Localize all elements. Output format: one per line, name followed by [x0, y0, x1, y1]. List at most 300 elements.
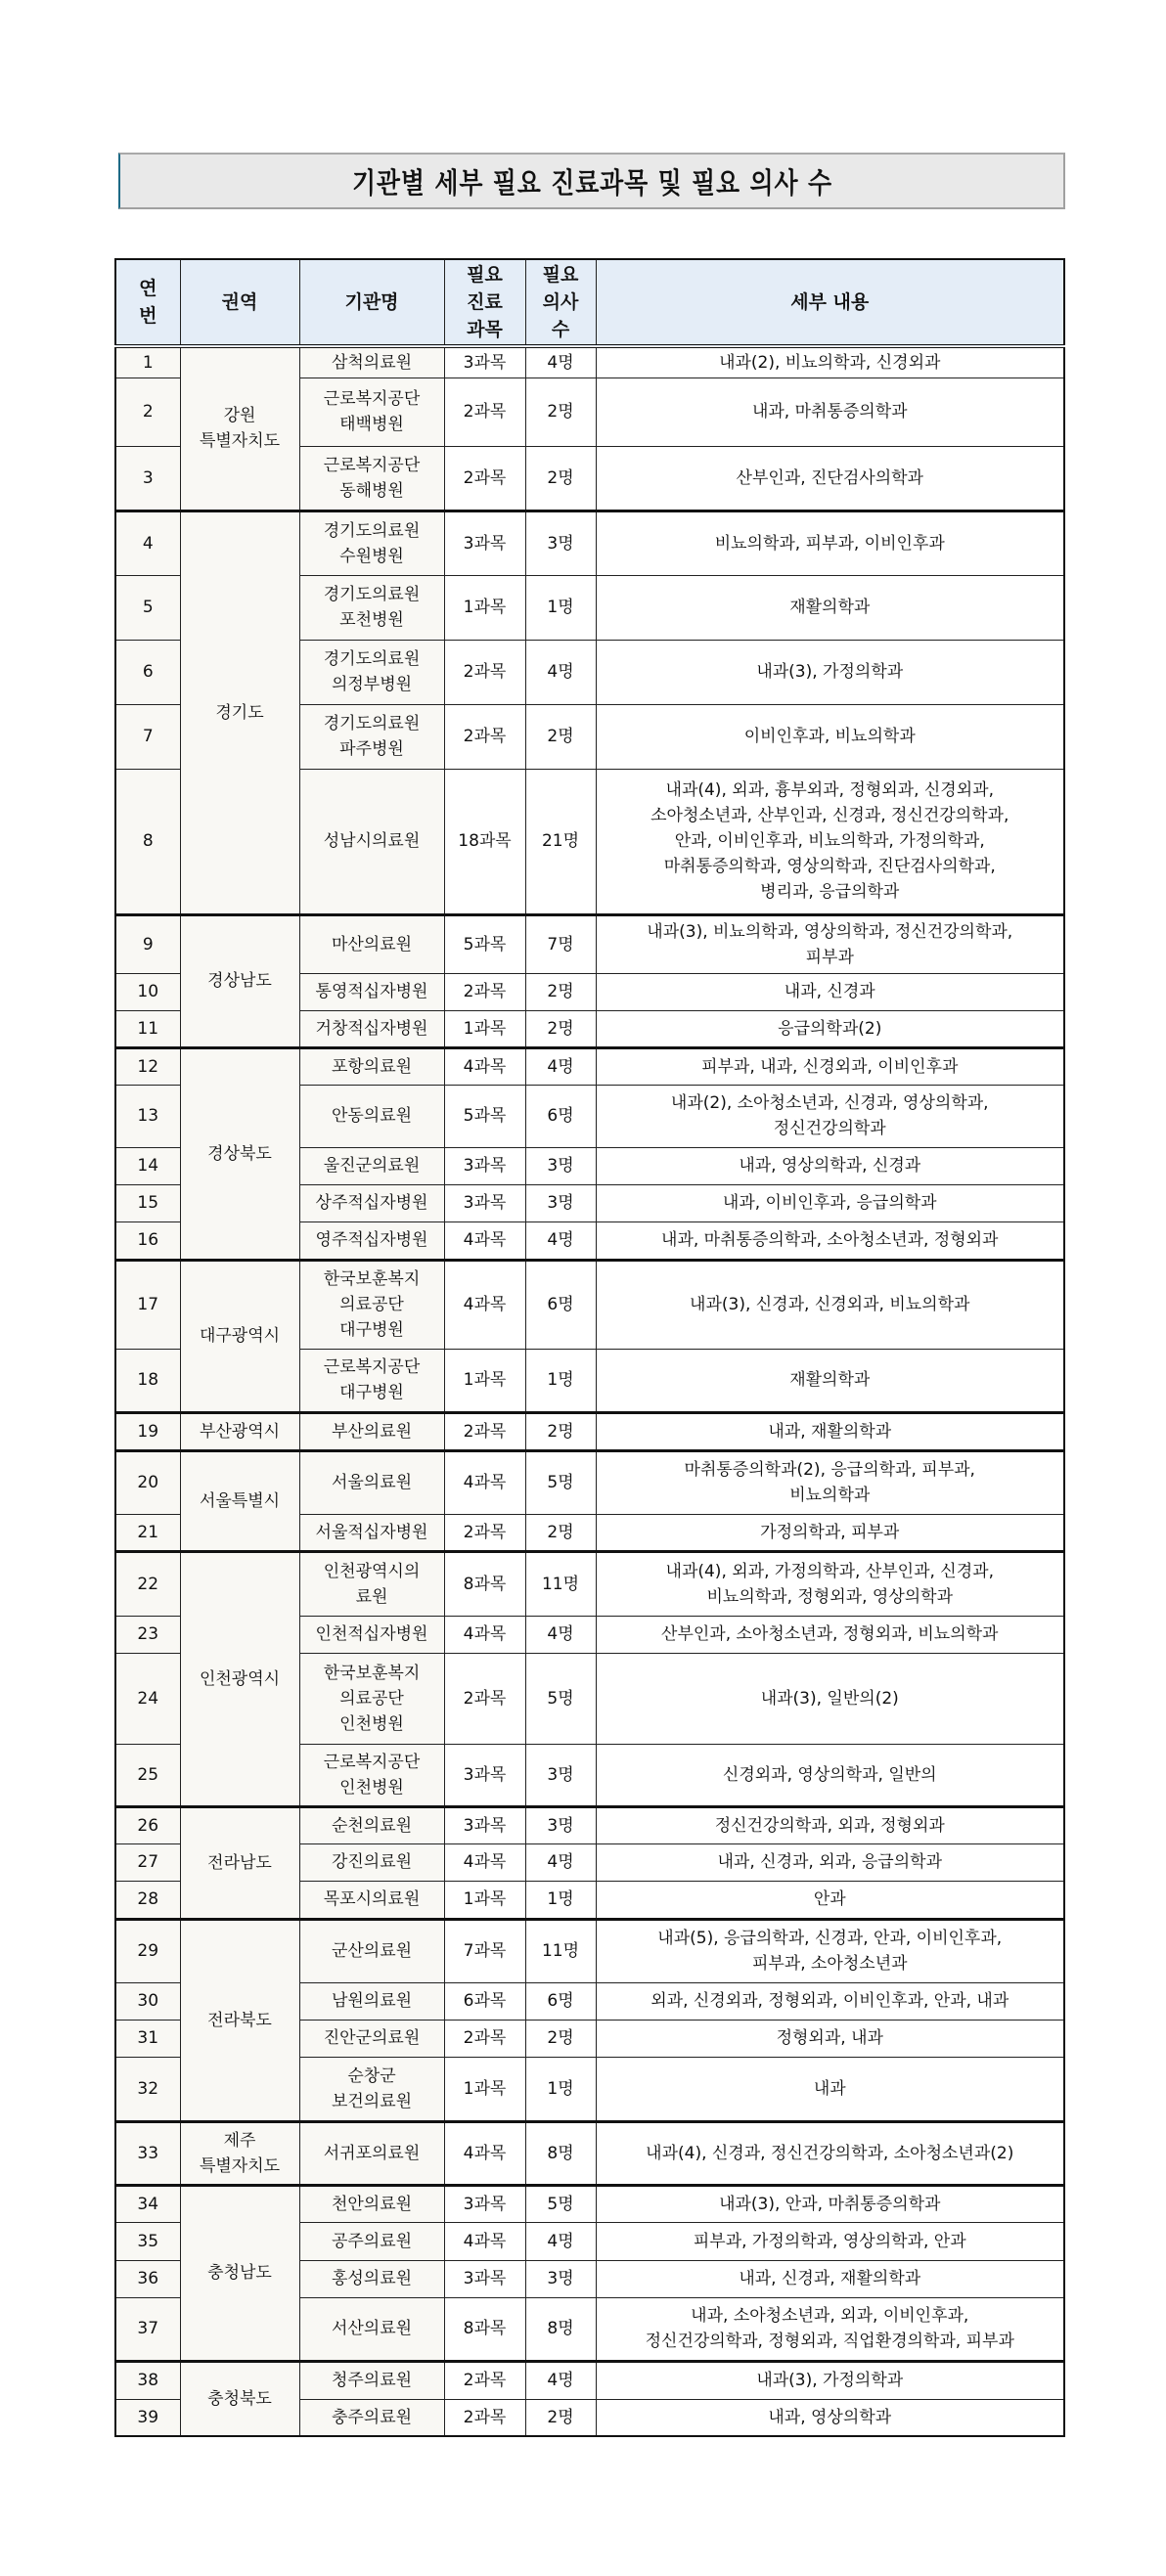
institution-cell	[299, 2057, 444, 2121]
required-subjects: 4과목	[444, 1450, 525, 1514]
institution-cell	[299, 1010, 444, 1047]
row-number: 39	[115, 2399, 180, 2436]
institution-cell	[299, 2020, 444, 2057]
required-doctors: 3명	[525, 1744, 596, 1806]
required-subjects: 7과목	[444, 1919, 525, 1982]
required-doctors: 8명	[525, 2121, 596, 2185]
detail-cell	[596, 1806, 1064, 1843]
institution-cell	[299, 1744, 444, 1806]
row-number: 21	[115, 1514, 180, 1551]
institution-cell	[299, 973, 444, 1010]
required-subjects: 3과목	[444, 2185, 525, 2222]
table-row	[115, 1047, 1064, 1085]
institution-cell	[299, 1349, 444, 1412]
required-doctors: 4명	[525, 2361, 596, 2399]
row-number: 29	[115, 1919, 180, 1982]
region-cell	[180, 1551, 299, 1806]
institution-name: 마산의료원	[331, 934, 413, 955]
region-label: 인천광역시	[199, 1668, 281, 1689]
required-subjects: 2과목	[444, 378, 525, 446]
detail-line: 가정의학과, 피부과	[760, 1522, 900, 1542]
institution-cell	[299, 346, 444, 378]
institution-name: 인천광역시의	[323, 1561, 421, 1581]
detail-line: 정신건강의학과, 정형외과, 직업환경의학과, 피부과	[645, 2332, 1014, 2351]
detail-cell	[596, 2260, 1064, 2297]
detail-cell	[596, 1843, 1064, 1881]
row-number: 32	[115, 2057, 180, 2121]
institution-cell	[299, 1085, 444, 1147]
detail-line: 내과(3), 신경과, 신경외과, 비뇨의학과	[690, 1295, 970, 1314]
region-label: 경상남도	[207, 971, 272, 991]
region-cell	[180, 1047, 299, 1260]
institution-cell	[299, 914, 444, 973]
institution-name: 인천병원	[339, 1777, 404, 1798]
institution-name: 인천병원	[339, 1713, 404, 1734]
region-label: 부산광역시	[199, 1421, 281, 1442]
required-doctors: 3명	[525, 1184, 596, 1221]
row-number: 6	[115, 640, 180, 704]
detail-line: 내과, 영상의학과	[768, 2407, 892, 2427]
detail-line: 산부인과, 진단검사의학과	[736, 467, 923, 488]
row-number: 7	[115, 704, 180, 769]
institution-name: 청주의료원	[331, 2371, 413, 2390]
institution-cell	[299, 769, 444, 914]
detail-line: 정신건강의학과, 외과, 정형외과	[714, 1815, 945, 1836]
institution-name: 경기도의료원	[323, 714, 421, 733]
institution-cell	[299, 378, 444, 446]
header-detail: 세부 내용	[596, 259, 1064, 346]
detail-line: 정형외과, 내과	[776, 2028, 883, 2048]
institution-name: 성남시의료원	[323, 831, 421, 851]
table-row	[115, 1450, 1064, 1514]
institution-name: 충주의료원	[331, 2407, 413, 2427]
institution-name: 목포시의료원	[323, 1889, 421, 1909]
required-subjects: 2과목	[444, 2020, 525, 2057]
row-number: 11	[115, 1010, 180, 1047]
institution-name: 보건의료원	[331, 2091, 413, 2111]
detail-cell	[596, 1616, 1064, 1653]
row-number: 34	[115, 2185, 180, 2222]
detail-line: 내과(5), 응급의학과, 신경과, 안과, 이비인후과,	[657, 1929, 1003, 1948]
table-row	[115, 1412, 1064, 1450]
institution-cell	[299, 575, 444, 640]
institution-name: 홍성의료원	[331, 2269, 413, 2288]
detail-line: 안과	[813, 1889, 846, 1909]
institution-name: 의료공단	[339, 1295, 404, 1314]
detail-cell	[596, 2185, 1064, 2222]
detail-cell	[596, 446, 1064, 511]
institution-cell	[299, 1184, 444, 1221]
detail-cell	[596, 575, 1064, 640]
detail-cell	[596, 1881, 1064, 1919]
institution-cell	[299, 1919, 444, 1982]
institution-name: 안동의료원	[331, 1106, 413, 1126]
required-doctors: 3명	[525, 2260, 596, 2297]
institution-name: 수원병원	[339, 546, 404, 566]
required-doctors: 2명	[525, 1412, 596, 1450]
institution-name: 삼척의료원	[331, 352, 413, 373]
institution-name: 경기도의료원	[323, 520, 421, 541]
row-number: 15	[115, 1184, 180, 1221]
region-label: 특별자치도	[199, 431, 281, 452]
detail-line: 병리과, 응급의학과	[760, 882, 900, 902]
row-number: 31	[115, 2020, 180, 2057]
row-number: 5	[115, 575, 180, 640]
row-number: 24	[115, 1653, 180, 1744]
detail-line: 내과(3), 안과, 마취통증의학과	[719, 2194, 941, 2214]
row-number: 18	[115, 1349, 180, 1412]
detail-cell	[596, 346, 1064, 378]
row-number: 1	[115, 346, 180, 378]
detail-line: 내과(2), 소아청소년과, 신경과, 영상의학과,	[670, 1093, 989, 1113]
row-number: 13	[115, 1085, 180, 1147]
detail-line: 피부과, 가정의학과, 영상의학과, 안과	[693, 2231, 966, 2251]
detail-line: 재활의학과	[789, 598, 871, 617]
detail-cell	[596, 1221, 1064, 1260]
institution-cell	[299, 2260, 444, 2297]
institution-name: 군산의료원	[331, 1941, 413, 1961]
required-doctors: 4명	[525, 640, 596, 704]
row-number: 20	[115, 1450, 180, 1514]
region-label: 서울특별시	[199, 1490, 281, 1511]
required-subjects: 4과목	[444, 1616, 525, 1653]
row-number: 25	[115, 1744, 180, 1806]
institution-cell	[299, 1616, 444, 1653]
row-number: 33	[115, 2121, 180, 2185]
required-doctors: 6명	[525, 1085, 596, 1147]
row-number: 14	[115, 1147, 180, 1184]
detail-cell	[596, 1349, 1064, 1412]
institution-cell	[299, 2121, 444, 2185]
institution-cell	[299, 2185, 444, 2222]
institution-name: 부산의료원	[331, 1421, 413, 1442]
required-subjects: 3과목	[444, 1806, 525, 1843]
detail-line: 내과, 신경과, 재활의학과	[739, 2269, 921, 2288]
table-row	[115, 1806, 1064, 1843]
required-subjects: 4과목	[444, 1221, 525, 1260]
required-doctors: 1명	[525, 2057, 596, 2121]
required-subjects: 3과목	[444, 2260, 525, 2297]
row-number: 17	[115, 1260, 180, 1349]
institution-cell	[299, 640, 444, 704]
table-row	[115, 1260, 1064, 1349]
region-cell	[180, 346, 299, 511]
institution-cell	[299, 1514, 444, 1551]
header-doctors: 필요 의사 수	[525, 259, 596, 346]
institution-cell	[299, 2297, 444, 2361]
institution-name: 한국보훈복지	[323, 1269, 421, 1289]
detail-line: 마취통증의학과(2), 응급의학과, 피부과,	[684, 1460, 975, 1480]
table-row	[115, 914, 1064, 973]
required-doctors: 2명	[525, 704, 596, 769]
institution-name: 진안군의료원	[323, 2028, 421, 2048]
row-number: 16	[115, 1221, 180, 1260]
row-number: 28	[115, 1881, 180, 1919]
institution-name: 대구병원	[339, 1320, 404, 1340]
required-subjects: 3과목	[444, 1184, 525, 1221]
institution-name: 거창적십자병원	[315, 1018, 428, 1039]
institution-name: 서울적십자병원	[315, 1522, 428, 1542]
detail-line: 이비인후과, 비뇨의학과	[743, 727, 916, 746]
required-doctors: 11명	[525, 1919, 596, 1982]
region-cell	[180, 2361, 299, 2436]
detail-line: 내과, 신경과	[784, 982, 875, 1001]
institution-name: 한국보훈복지	[323, 1663, 421, 1683]
institution-cell	[299, 2222, 444, 2260]
table-row	[115, 1551, 1064, 1616]
row-number: 26	[115, 1806, 180, 1843]
institution-name: 영주적십자병원	[315, 1230, 428, 1250]
detail-cell	[596, 2361, 1064, 2399]
institution-cell	[299, 1982, 444, 2020]
detail-line: 내과, 이비인후과, 응급의학과	[722, 1193, 937, 1213]
required-doctors: 4명	[525, 346, 596, 378]
institution-cell	[299, 2361, 444, 2399]
region-cell	[180, 1919, 299, 2121]
detail-line: 비뇨의학과, 정형외과, 영상의학과	[706, 1586, 954, 1607]
region-label: 경상북도	[207, 1143, 272, 1164]
required-subjects: 4과목	[444, 1260, 525, 1349]
detail-cell	[596, 1551, 1064, 1616]
region-label: 충청남도	[207, 2263, 272, 2283]
detail-line: 피부과	[805, 947, 854, 967]
header-row	[115, 259, 1064, 346]
required-doctors: 11명	[525, 1551, 596, 1616]
title-box	[118, 153, 1065, 209]
required-doctors: 2명	[525, 1010, 596, 1047]
required-subjects: 2과목	[444, 446, 525, 511]
required-subjects: 2과목	[444, 704, 525, 769]
row-number: 8	[115, 769, 180, 914]
detail-line: 정신건강의학과	[773, 1119, 886, 1138]
required-subjects: 4과목	[444, 1843, 525, 1881]
region-cell	[180, 1450, 299, 1551]
detail-line: 내과, 신경과, 외과, 응급의학과	[717, 1852, 942, 1872]
region-cell	[180, 1412, 299, 1450]
required-doctors: 6명	[525, 1982, 596, 2020]
detail-line: 내과, 영상의학과, 신경과	[739, 1156, 921, 1176]
table-row	[115, 1919, 1064, 1982]
required-subjects: 1과목	[444, 575, 525, 640]
institution-name: 천안의료원	[331, 2194, 413, 2214]
detail-line: 내과(4), 외과, 가정의학과, 산부인과, 신경과,	[665, 1561, 994, 1581]
required-subjects: 4과목	[444, 2222, 525, 2260]
institution-name: 경기도의료원	[323, 585, 421, 604]
institution-name: 근로복지공단	[323, 455, 421, 475]
institution-name: 근로복지공단	[323, 1357, 421, 1377]
detail-cell	[596, 2057, 1064, 2121]
region-cell	[180, 1806, 299, 1919]
detail-line: 내과(3), 일반의(2)	[760, 1688, 899, 1709]
region-label: 강원	[223, 406, 256, 426]
page-title: 기관별 세부 필요 진료과목 및 필요 의사 수	[351, 165, 832, 200]
institution-name: 대구병원	[339, 1383, 404, 1402]
required-subjects: 5과목	[444, 1085, 525, 1147]
header-institution: 기관명	[299, 259, 444, 346]
detail-line: 소아청소년과, 산부인과, 신경과, 정신건강의학과,	[650, 806, 1009, 825]
required-subjects: 2과목	[444, 2399, 525, 2436]
region-cell	[180, 511, 299, 914]
row-number: 27	[115, 1843, 180, 1881]
detail-cell	[596, 640, 1064, 704]
detail-cell	[596, 2121, 1064, 2185]
row-number: 10	[115, 973, 180, 1010]
institution-cell	[299, 1551, 444, 1616]
required-subjects: 2과목	[444, 640, 525, 704]
required-subjects: 1과목	[444, 1010, 525, 1047]
detail-line: 마취통증의학과, 영상의학과, 진단검사의학과,	[663, 857, 996, 876]
table-row	[115, 2121, 1064, 2185]
row-number: 3	[115, 446, 180, 511]
region-cell	[180, 1260, 299, 1412]
required-doctors: 2명	[525, 446, 596, 511]
detail-line: 내과(4), 신경과, 정신건강의학과, 소아청소년과(2)	[646, 2143, 1014, 2163]
detail-cell	[596, 973, 1064, 1010]
row-number: 30	[115, 1982, 180, 2020]
required-doctors: 5명	[525, 2185, 596, 2222]
detail-cell	[596, 914, 1064, 973]
institution-name: 포천병원	[339, 610, 404, 630]
region-label: 제주	[223, 2130, 256, 2151]
detail-line: 내과(3), 비뇨의학과, 영상의학과, 정신건강의학과,	[647, 921, 1013, 942]
required-subjects: 2과목	[444, 1514, 525, 1551]
required-doctors: 2명	[525, 2020, 596, 2057]
institution-name: 료원	[355, 1586, 388, 1607]
detail-line: 내과(4), 외과, 흉부외과, 정형외과, 신경외과,	[665, 780, 994, 800]
detail-cell	[596, 1184, 1064, 1221]
institution-name: 서귀포의료원	[323, 2143, 421, 2163]
institution-name: 인천적십자병원	[315, 1624, 428, 1644]
institution-name: 포항의료원	[331, 1056, 413, 1077]
required-subjects: 2과목	[444, 1412, 525, 1450]
required-subjects: 18과목	[444, 769, 525, 914]
required-subjects: 1과목	[444, 1881, 525, 1919]
required-doctors: 7명	[525, 914, 596, 973]
institution-cell	[299, 1881, 444, 1919]
detail-cell	[596, 1047, 1064, 1085]
institution-name: 순창군	[347, 2065, 396, 2086]
region-label: 대구광역시	[199, 1326, 281, 1346]
required-doctors: 3명	[525, 1806, 596, 1843]
institution-cell	[299, 1412, 444, 1450]
required-doctors: 4명	[525, 1616, 596, 1653]
required-doctors: 5명	[525, 1450, 596, 1514]
institution-cell	[299, 1653, 444, 1744]
detail-line: 내과	[813, 2078, 846, 2099]
institution-cell	[299, 1806, 444, 1843]
row-number: 9	[115, 914, 180, 973]
detail-line: 외과, 신경외과, 정형외과, 이비인후과, 안과, 내과	[650, 1991, 1009, 2011]
detail-cell	[596, 1653, 1064, 1744]
detail-cell	[596, 511, 1064, 575]
institution-doctor-table	[114, 258, 1065, 2437]
detail-cell	[596, 1412, 1064, 1450]
table-row	[115, 2361, 1064, 2399]
required-doctors: 2명	[525, 378, 596, 446]
institution-name: 순천의료원	[331, 1815, 413, 1836]
institution-cell	[299, 1047, 444, 1085]
institution-name: 공주의료원	[331, 2231, 413, 2251]
institution-name: 동해병원	[339, 480, 404, 501]
row-number: 4	[115, 511, 180, 575]
region-label: 충청북도	[207, 2388, 272, 2409]
region-cell	[180, 2185, 299, 2361]
institution-name: 상주적십자병원	[315, 1193, 428, 1213]
header-region: 권역	[180, 259, 299, 346]
required-subjects: 3과목	[444, 1744, 525, 1806]
detail-cell	[596, 1744, 1064, 1806]
institution-name: 태백병원	[339, 415, 404, 434]
detail-line: 비뇨의학과, 피부과, 이비인후과	[714, 533, 945, 554]
row-number: 23	[115, 1616, 180, 1653]
region-label: 경기도	[215, 702, 264, 723]
institution-name: 의료공단	[339, 1688, 404, 1709]
institution-cell	[299, 1450, 444, 1514]
institution-name: 근로복지공단	[323, 1752, 421, 1772]
detail-cell	[596, 2020, 1064, 2057]
header-no: 연 번	[115, 259, 180, 346]
institution-cell	[299, 704, 444, 769]
detail-cell	[596, 2297, 1064, 2361]
detail-line: 내과(2), 비뇨의학과, 신경외과	[719, 352, 941, 373]
detail-cell	[596, 769, 1064, 914]
required-doctors: 1명	[525, 575, 596, 640]
detail-line: 내과(3), 가정의학과	[756, 2371, 904, 2390]
detail-cell	[596, 2399, 1064, 2436]
table-row	[115, 2185, 1064, 2222]
detail-cell	[596, 1010, 1064, 1047]
required-subjects: 8과목	[444, 1551, 525, 1616]
required-subjects: 2과목	[444, 2361, 525, 2399]
detail-line: 피부과, 내과, 신경외과, 이비인후과	[701, 1056, 959, 1077]
row-number: 2	[115, 378, 180, 446]
institution-cell	[299, 1260, 444, 1349]
required-subjects: 6과목	[444, 1982, 525, 2020]
institution-cell	[299, 1147, 444, 1184]
detail-line: 신경외과, 영상의학과, 일반의	[722, 1764, 937, 1785]
institution-name: 통영적십자병원	[315, 982, 428, 1001]
institution-cell	[299, 446, 444, 511]
table-row	[115, 346, 1064, 378]
required-doctors: 2명	[525, 2399, 596, 2436]
detail-line: 내과, 마취통증의학과	[751, 402, 908, 422]
detail-line: 피부과, 소아청소년과	[751, 1954, 908, 1974]
detail-cell	[596, 378, 1064, 446]
institution-name: 파주병원	[339, 739, 404, 759]
region-label: 전라북도	[207, 2010, 272, 2030]
required-doctors: 8명	[525, 2297, 596, 2361]
detail-cell	[596, 1260, 1064, 1349]
required-doctors: 4명	[525, 1047, 596, 1085]
required-doctors: 4명	[525, 1221, 596, 1260]
required-doctors: 21명	[525, 769, 596, 914]
required-subjects: 4과목	[444, 2121, 525, 2185]
table-row	[115, 511, 1064, 575]
institution-cell	[299, 1843, 444, 1881]
required-doctors: 2명	[525, 973, 596, 1010]
detail-cell	[596, 2222, 1064, 2260]
institution-cell	[299, 511, 444, 575]
institution-name: 남원의료원	[331, 1991, 413, 2011]
required-subjects: 1과목	[444, 2057, 525, 2121]
institution-name: 서울의료원	[331, 1473, 413, 1492]
detail-line: 내과, 소아청소년과, 외과, 이비인후과,	[691, 2306, 969, 2326]
required-subjects: 3과목	[444, 1147, 525, 1184]
required-subjects: 1과목	[444, 1349, 525, 1412]
detail-cell	[596, 704, 1064, 769]
required-subjects: 3과목	[444, 346, 525, 378]
row-number: 37	[115, 2297, 180, 2361]
